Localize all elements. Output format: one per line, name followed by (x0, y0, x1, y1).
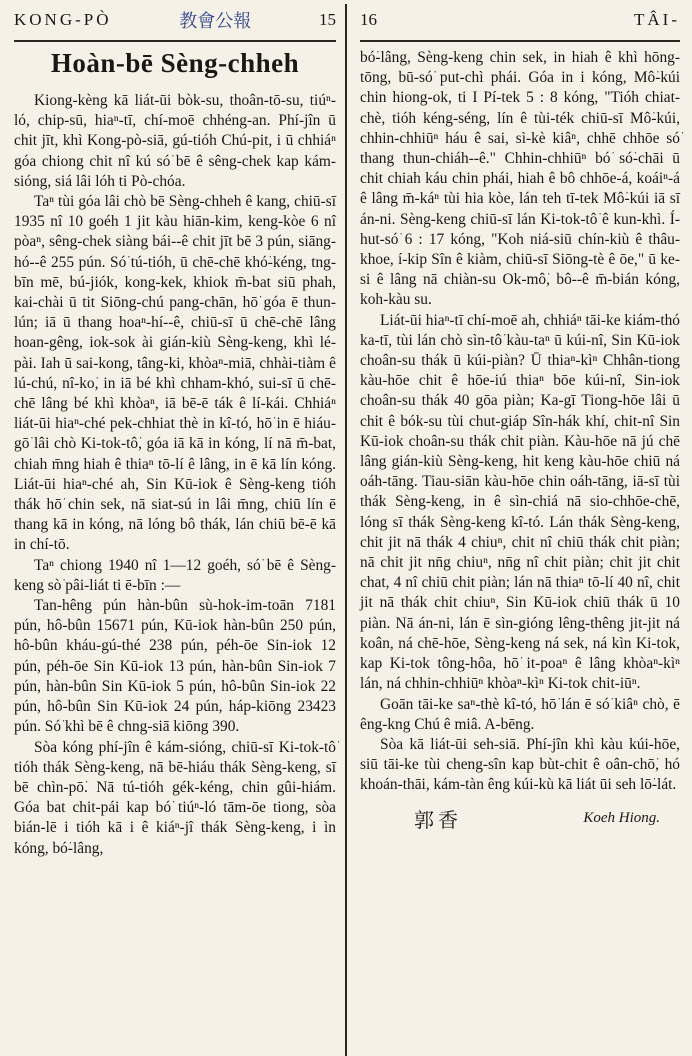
header-rule-right (360, 40, 680, 42)
chinese-title-seal: 教會公報 (179, 11, 252, 32)
publication-title: KONG-PÒ (14, 10, 112, 29)
running-head-right (360, 0, 680, 40)
article-title: Hoàn-bē Sèng-chheh (50, 48, 300, 78)
signature-name: Koeh Hiong. (583, 809, 660, 826)
paragraph: Taⁿ chiong 1940 nî 1—12 goéh, só͘ bē ê Sèng-keng sò͘ pâi-liát ti ē-bīn :— (14, 556, 336, 594)
page-number-right: 16 (360, 10, 377, 29)
article-body-right (360, 48, 680, 796)
publication-title-right: TÂI- (634, 10, 680, 29)
signature (360, 804, 680, 833)
page-number-left: 15 (319, 10, 336, 29)
page-16 (346, 0, 692, 1056)
paragraph: Kiong-kèng kā liát-ūi bòk-su, thoân-tō-su, tiúⁿ-ló, chip-sū, hiaⁿ-tī, chí-moē chhéng-an. Phí-jîn ū chit jīt, khì Kong-pò-siā, gú-tióh Chú-pit, i ū chhiáⁿ góa chiong chit nî kú só͘ bē ê sêng-chek kap kám-sióng, siá lâi lóh ti Pò-chóa. (14, 92, 336, 190)
paragraph: bó͘-lâng, Sèng-keng chin sek, in hiah ê khì hōng-tōng, bū-só͘ put-chì phái. Góa in i kóng, Mô͘-kúi chin hiong-ok, ti I Pí-tek 5 : 8 kóng, "Tióh chiat-chè, tióh kéng-séng, lín ê tùi-ték chiū-sī Mô͘-kúi, chhin-chhiūⁿ háu ê sai, sì-kè kiâⁿ, chhē chhōe só͘ thang thun-chiáh--ê." Chhin-chhiūⁿ bó͘ só͘-chāi ū chit chiah káu chin phái, hiah ê bô chhōe-á, koáiⁿ-á ê lâng m̄-káⁿ tùi hia kòe, lán teh tī-tek Mô͘-kúi iā sī án-ni. Sèng-keng chiū-sī lán Ki-tok-tô͘ ê kun-khì. Í-hut-só͘ 6 : 17 kóng, "Koh niá-siū chín-kiù ê thâu-khoe, í-kip Sîn ê kiàm, chiū-sī Siōng-tè ê ōe," ū ke-si ê lâng nā chiàn-su Ok-mô͘, bô--ê m̄-bián kóng, koh-kàu su. (360, 49, 680, 309)
signature-chinese: 郭香 (414, 807, 462, 832)
running-head-left (14, 0, 336, 40)
article-body-left (14, 91, 336, 859)
paragraph: Liát-ūi hiaⁿ-tī chí-moē ah, chhiáⁿ tāi-ke kiám-thó ka-tī, tùi lán chò sìn-tô͘ kàu-taⁿ ū kúi-nî, Sin Kū-iok choân-su thák ū kúi-piàn? Ū thiaⁿ-kìⁿ Chhân-tiong kàu-hōe chit ê hōe-iú thiaⁿ bōe kúi-nî, Sin-iok choân-su thák 40 gōa piàn; Ka-gī Tiong-hōe lâi ū chit ê bók-su tùi chut-giáp Sîn-hák khí, chit-nî Sin Kū-iok choân-su thák chit piàn. Kàu-hōe nā jú chē lâng gián-kiù Sèng-keng, hit keng kàu-hōe chiū ná oáh-tāng. Tiau-siān kàu-hōe chin oáh-tāng, iā-sī tùi thák Sèng-keng, in ê sìn-chiá nā sio-chhōe-chē, lóng sī thák Sèng-keng kî-tó. Lán thák Sèng-keng, chit jit nā thák 4 chiuⁿ, chit nî chiū thák chit piàn; nā chit jit nn̄g chiuⁿ, nn̄g nî chit piàn; chit jit chit chat, 4 nî chiū chit piàn; lán nā thiaⁿ tō-lí 40 nî, chit jit nā thák chit chiuⁿ, Sin Kū-iok chiū thák ū 10 piàn. Nā án-ni, lán ē sìn-gióng lêng-thêng jit-jit ná koân, ná chē-hōe, Sèng-keng ná sek, ná kìn Ki-tok, kap Ki-tok tông-hôa, hō͘ it-poaⁿ ê lâng khòaⁿ-kìⁿ lán, ná chhin-chhiūⁿ khòaⁿ-kìⁿ Ki-tok chit-iūⁿ. (360, 311, 680, 693)
paragraph: Taⁿ tùi góa lâi chò bē Sèng-chheh ê kang, chiū-sī 1935 nî 10 goéh 1 jit kàu hiān-kim, keng-kòe 6 nî pòaⁿ, sêng-chek siàng bái--ê chit jīt bē 3 pún, siāng-hó--ê 255 pún. Só͘ tú-tióh, ū chē-chē khó͘-kéng, tng-bīn mē, bú-jiók, kong-kek, khiok m̄-bat siū phah, kai-chài ū tit Siōng-chú pang-chān, hō͘ góa ē thun-lún; iā ū thang hoaⁿ-hí--ê, chiū-sī ū chē-chē lâng hoan-gêng, iok-sok ài gián-kiù Sèng-keng, khì lé-pài. Iah ū sai-kong, tâng-ki, khòaⁿ-miā, chhài-tiàm ê lú-chú, nî-ko͘, in iā bé khì chham-khó, sui-sī ū chē-chē lâng bé khì khòaⁿ, iā bē-ē ták ê lí-kái. Chhiáⁿ liát-ūi hiaⁿ-ché pek-chhiat thè in kî-tó, hō͘ in ē hiáu-gō͘ lâi chò Ki-tok-tô͘, góa iā kā in kóng, lí nā m̄-bat, chiah m̄ng hiah ê thiaⁿ tō-lí ê lâng, in ē kā lín kóng. Liát-ūi hiaⁿ-ché ah, Sin Kū-iok ê Sèng-keng tióh thák hō͘ chin sek, nā siat-sú in lâi m̄ng, chiū lín ē thang kā in kóng, nā lóng bô thák, lán chiū bē-ē kā in chí-tō. (14, 193, 336, 554)
paragraph: Goān tāi-ke saⁿ-thè kî-tó, hō͘ lán ē só͘ kiâⁿ chò, ē êng-kng Chú ê miâ. A-bēng. (360, 695, 680, 733)
header-rule-left (14, 40, 336, 42)
paragraph: Sòa kā liát-ūi seh-siā. Phí-jîn khì kàu kúi-hōe, siū tāi-ke tùi cheng-sîn kap bùt-chit ê oân-chō͘, hó khoán-thāi, kám-tàn êng kúi-kù kā liát ūi seh lō͘-lát. (360, 735, 680, 794)
paragraph: Tan-hêng pún hàn-bûn sù-hok-im-toān 7181 pún, hô-bûn 15671 pún, Kū-iok hàn-bûn 250 pún, hô-bûn kháu-gú-thé 238 pún, péh-ōe Sin-iok 12 pún, péh-ōe Sin Kū-iok 13 pún, hàn-bûn Sin-iok 7 pún, hàn-bûn Sin Kū-iok 5 pún, hô-bûn Sin-iok 22 pún, hô-bûn Sin Kū-iok 24 pún, háp-kiōng 23423 pún. Só͘ khì bē ê chng-siā kiōng 390. (14, 597, 336, 736)
paragraph: Sòa kóng phí-jîn ê kám-sióng, chiū-sī Ki-tok-tô͘ tióh thák Sèng-keng, nā bē-hiáu thák Sèng-keng, sī bē chìn-pō͘. Nā tú-tióh gék-kéng, chin gûi-hiám. Góa bat chit-pái kap bó͘ tiúⁿ-ló tām-ōe tiong, sòa bián-lē i tióh kā i ê kiáⁿ-jî thák Sèng-keng, i ìn kóng, bó͘-lâng, (14, 738, 336, 857)
